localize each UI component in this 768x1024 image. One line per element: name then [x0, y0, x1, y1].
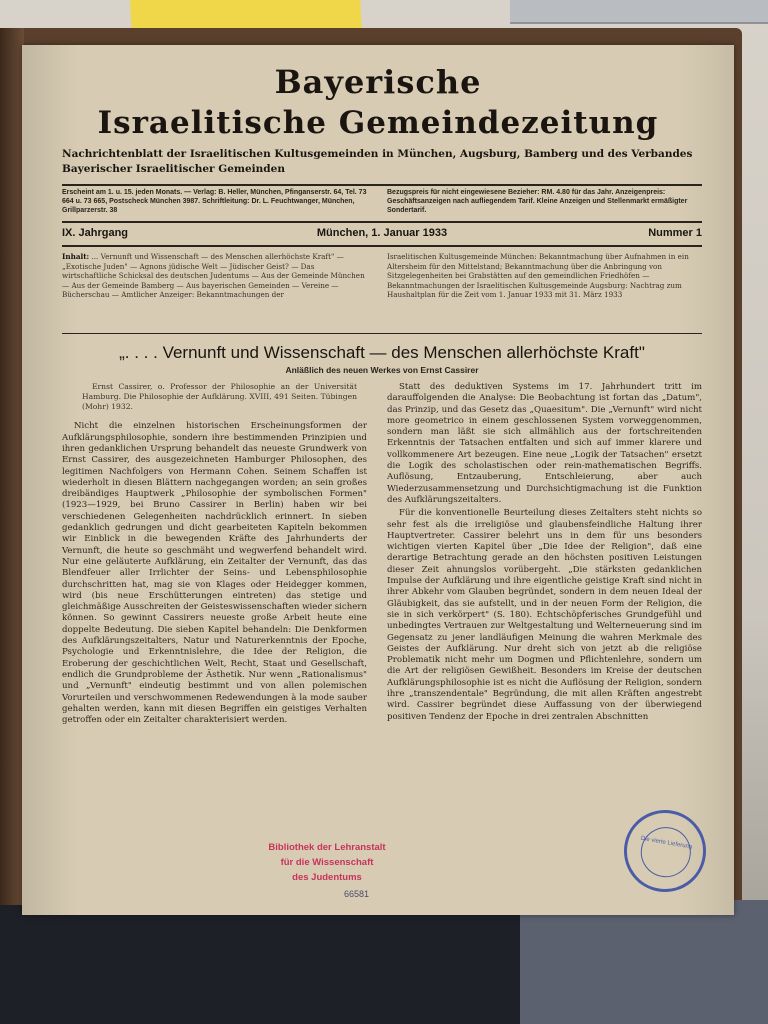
article-column-right: [387, 382, 702, 725]
masthead-subtitle: Nachrichtenblatt der Israelitischen Kultusgemeinden in München, Augsburg, Bamberg und des Verbandes Bayerischer Israelitischer Gemeinden: [62, 148, 693, 175]
newspaper-page: [22, 45, 734, 915]
contents-right: Israelitischen Kultusgemeinde München: Bekanntmachung über Aufnahmen in ein Altersheim für den Mittelstand; Bekanntmachung über die Anbringung von Sitzgelegenheiten bei Grabstätten auf den gemeindlichen Friedhöfen — Bekanntmachungen der Israelitischen Kultusgemeinde Augsburg: Nachtrag zum Haushaltplan für die Zeit vom 1. Januar 1933 mit 31. März 1933: [387, 252, 689, 299]
article-kicker: Anläßlich des neuen Werkes von Ernst Cassirer: [285, 365, 479, 375]
library-stamp-line: Bibliothek der Lehranstalt: [268, 842, 386, 853]
article-headline: „. . . . Vernunft und Wissenschaft — des Menschen allerhöchste Kraft": [119, 343, 645, 362]
library-stamp-line: für die Wissenschaft: [280, 857, 374, 868]
shelfmark: 66581: [344, 889, 370, 899]
contents-left: [62, 252, 367, 300]
place-date: München, 1. Januar 1933: [316, 227, 448, 239]
library-stamp: [257, 840, 397, 885]
masthead-line1: Bayerische: [274, 63, 482, 101]
divider-rule: [62, 221, 702, 223]
binder-spine: [0, 28, 24, 928]
article-paragraph: Nicht die einzelnen historischen Erscheinungsformen der Aufklärungsphilosophie, sondern ihre bestimmenden Prinzipien und ihren gedanklichen Ursprung behandelt das neueste Grundwerk von Ernst Cassirer, des ausgezeichneten Hamburger Philosophen, des legitimen Nachfolgers von Hermann Cohen. Seinem Schaffen ist wiederholt in diesen Blättern nachgegangen worden; an sein großes dreibändiges Hauptwerk „Philosophie der symbolischen Formen" (1923—1929, bei Bruno Cassirer in Berlin) haben wir bei verschiedenen Gelegenheiten nachdrücklich erinnert. In sieben gedanklich gedrungen und dicht gearbeiteten Kapiteln bekommen wir Einblick in die bewegenden Kräfte des Jahrhunderts der Vernunft, die heute so geschmäht und wegwerfend behandelt wird. Nur eine geläuterte Aufklärung, ein Zeitalter der Vernunft, das das Blendfeuer aller Irrlichter der Seins- und Lebensphilosophie durchschritten hat, mag sie von Klages oder Heidegger kommen, wird (bis neue Erschütterungen eintreten) das stetige und gleichmäßige Ausschreiten der Geisteswissenschaften wieder sichern können. So gewinnt Cassirers neueste große Arbeit heute eine doppelte Bedeutung. Die sieben Kapitel behandeln: Die Denkformen des Aufklärungszeitalters, Natur und Naturerkenntnis der Epoche, Psychologie und Erkenntnislehre, die Idee der Religion, die Eroberung der geschichtlichen Welt, Recht, Staat und Gesellschaft, endlich die Grundprobleme der Ästhetik. Nur wenn „Rationalismus" und „Vernunft" eindeutig bestimmt und von allen polemischen Vorurteilen und verschwommenen Redewendungen à la mode sauber gehalten werden, kann mit diesen Begriffen ein geistiges Verhalten getroffen oder ein Zeitalter charakterisiert werden.: [62, 421, 367, 726]
seal-text: Die vierte Lieferung: [640, 835, 693, 851]
seal-inner-ring: [637, 823, 695, 881]
divider-rule: [62, 245, 702, 247]
article-bibliography: Ernst Cassirer, o. Professor der Philosophie an der Universität Hamburg. Die Philosophie der Aufklärung. XVIII, 491 Seiten. Tübingen (Mohr) 1932.: [82, 382, 357, 411]
library-stamp-line: des Judentums: [292, 872, 362, 883]
article-paragraph: Statt des deduktiven Systems im 17. Jahrhundert tritt im darauffolgenden die Analyse: Die Beobachtung ist fortan das „Datum", das Prinzip, und das Gesetz das „Quaesitum". Die „Vernunft" wird nicht more geometrico in einem geschlossenen System vorweggenommen, sondern man läßt sie sich allmählich aus der fortschreitenden Erkenntnis der Tatsachen entfalten und sich auf immer klarere und vollkommenere Art bezeugen. Eine neue „Logik der Tatsachen" ersetzt die Logik des scholastischen oder rein-mathematischen Begriffs. Auflösung, Entzauberung, Entschleierung, aber auch Wiederzusammensetzung und Durchsichtigmachung ist die Funktion des Aufklärungszeitalters.: [387, 382, 702, 505]
divider-rule: [62, 184, 702, 186]
foreground-fabric: [520, 900, 768, 1024]
publisher-info-left: Erscheint am 1. u. 15. jeden Monats. — Verlag: B. Heller, München, Pfinganserstr. 64, Tel. 73 664 u. 73 665, Postscheck München 3987. Schriftleitung: Dr. L. Feuchtwanger, München, Grillparzerstr. 38: [62, 189, 367, 214]
contents-label: Inhalt:: [62, 252, 90, 261]
contents-left-text: ... Vernunft und Wissenschaft — des Menschen allerhöchste Kraft" — „Exotische Juden" — Agnons jüdische Welt — Jüdischer Geist? — Das wirtschaftliche Schicksal des deutschen Judentums — Aus der Gemeinde München — Aus der Gemeinde Bamberg — Aus bayerischen Gemeinden — Vereine — Bücherschau — Amtlicher Anzeiger: Bekanntmachungen der: [62, 252, 365, 299]
round-seal-stamp: [618, 804, 713, 899]
article-column-left: [62, 382, 367, 728]
divider-rule: [62, 333, 702, 334]
publisher-info-right: Bezugspreis für nicht eingewiesene Bezieher: RM. 4.80 für das Jahr. Anzeigenpreis: Geschäftsanzeigen nach aufliegendem Tarif. Kleine Anzeigen und Stellenmarkt ermäßigter Sondertarif.: [387, 189, 688, 214]
volume-label: IX. Jahrgang: [62, 227, 129, 239]
article-paragraph: Für die konventionelle Beurteilung dieses Zeitalters steht nichts so sehr fest als die irreligiöse und glaubensfeindliche Haltung ihrer Hauptvertreter. Cassirer belehrt uns in dem für uns besonders wichtigen vierten Kapitel über „Die Idee der Religion", daß eine derartige Betrachtung gerade an den höchsten positiven Leistungen dieser Zeit ahnungslos vorübergeht. „Die stärksten gedanklichen Impulse der Aufklärung und ihre eigentliche geistige Kraft sind nicht in ihrer Abkehr vom Glauben begründet, sondern in dem neuen Ideal der Gläubigkeit, das sie aufstellt, und in der neuen Form der Religion, die sie in sich verkörpert" (S. 180). Echtschöpferisches Grundgefühl und unbedingtes Vertrauen zur Weltgestaltung und Welterneuerung sind im Gegensatz zu jener landläufigen Meinung die wahren Merkmale des Geistes der Aufklärung. Nur dreht sich von jetzt ab die religiöse Problematik nicht mehr um Dogmen und Pflichtenlehre, sondern um die Art der religiösen Gewißheit. Besonders im Kreise der deutschen Aufklärungsphilosophie ist es nicht die Auflösung der Religion, sondern ihre „transzendentale" Begründung, die mit allen Kräften angestrebt wird. Cassirer begründet diese Auffassung von der überwiegend positiven Tendenz der Epoche in drei zentralen Abschnitten: [387, 508, 702, 722]
dateline: [62, 227, 702, 243]
laptop-edge: [510, 0, 768, 24]
masthead-line2: Israelitische Gemeindezeitung: [97, 105, 659, 141]
issue-number: Nummer 1: [648, 227, 702, 239]
